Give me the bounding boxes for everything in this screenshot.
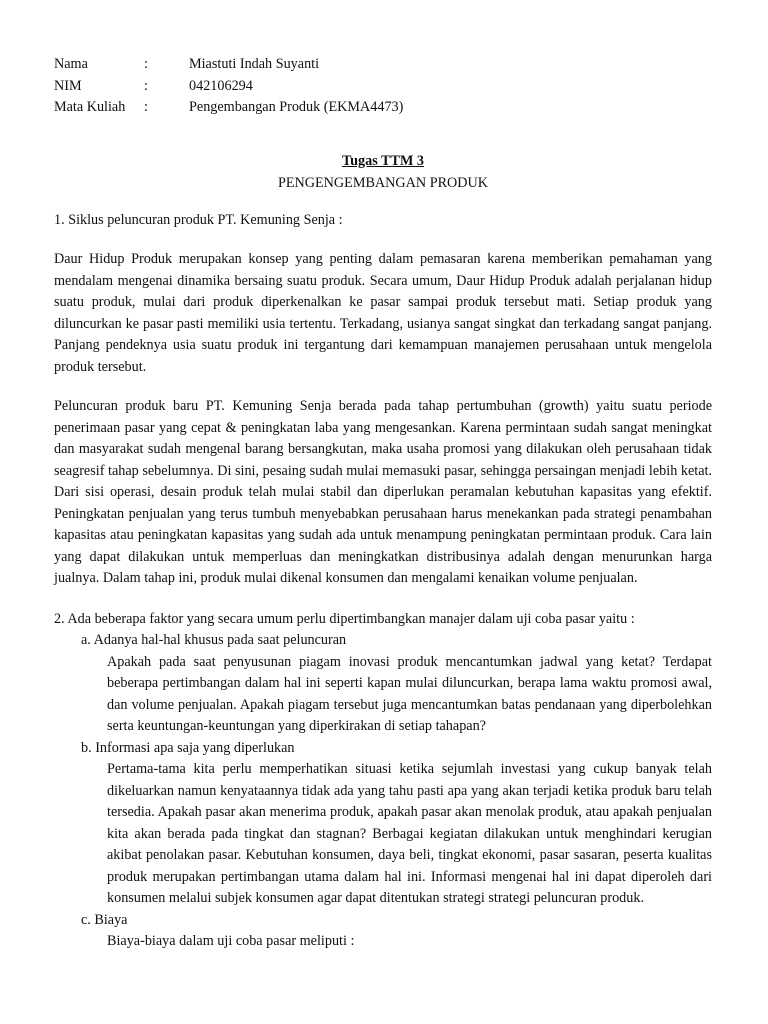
name-separator: : [144, 56, 148, 72]
item-b-text: Pertama-tama kita perlu memperhatikan situasi ketika sejumlah investasi yang cukup banyak telah dikeluarkan namun kenyataannya tidak ada yang tahu pasti apa yang akan terjadi ketika produk baru telah tersedia. Apakah pasar akan menerima produk, apakah pasar akan menolak produk, atau apakah penjualan kita akan berada pada tingkat dan stagnan? Berbagai kegiatan dilakukan untuk menghindari kerugian akibat penolakan pasar. Kebutuhan konsumen, daya beli, tingkat ekonomi, pasar sasaran, peserta kualitas produk merupakan pertimbangan utama dalam hal ini. Informasi mengenai hal ini dapat diperoleh dari konsumen melalui subjek konsumen agar dapat ditentukan strategi strategi peluncuran produk. [107, 761, 712, 906]
title-block [54, 151, 712, 195]
paragraph-2: Peluncuran produk baru PT. Kemuning Senja berada pada tahap pertumbuhan (growth) yaitu suatu periode penerimaan pasar yang cepat & peningkatan laba yang mengesankan. Karena permintaan sudah sangat meningkat dan masyarakat sudah mengenal barang bersangkutan, maka usaha promosi yang dilakukan oleh perusahaan tidak seagresif tahap sebelumnya. Di sini, pesaing sudah mulai memasuki pasar, sehingga persaingan menjadi lebih ketat. Dari sisi operasi, desain produk telah mulai stabil dan diperlukan peramalan kebutuhan kapasitas yang efektif. Peningkatan penjualan yang terus tumbuh menyebabkan perusahaan harus menekankan pada strategi penambahan kapasitas atau peningkatan kapasitas yang sudah ada untuk menampung peningkatan permintaan produk. Cara lain yang dapat dilakukan untuk memperluas dan meningkatkan distribusinya adalah dengan menurunkan harga jualnya. Dalam tahap ini, produk mulai dikenal konsumen dan mengalami kenaikan volume penjualan. [54, 398, 712, 586]
item-c-text: Biaya-biaya dalam uji coba pasar meliputi : [107, 933, 355, 949]
item-a-heading: a. Adanya hal-hal khusus pada saat peluncuran [81, 632, 347, 648]
item-b-heading: b. Informasi apa saja yang diperlukan [81, 739, 295, 756]
nim-value: 042106294 [189, 77, 253, 94]
identity-table [54, 54, 712, 119]
question-1: 1. Siklus peluncuran produk PT. Kemuning Senja : [54, 211, 343, 228]
course-separator: : [144, 99, 148, 115]
document-subtitle: PENGENGEMBANGAN PRODUK [277, 175, 489, 191]
document-title: Tugas TTM 3 [341, 152, 424, 169]
question-2: 2. Ada beberapa faktor yang secara umum perlu dipertimbangkan manajer dalam uji coba pasar yaitu : [54, 610, 635, 627]
nim-separator: : [144, 77, 148, 94]
course-label: Mata Kuliah [54, 99, 126, 115]
item-c-heading: c. Biaya [81, 911, 128, 928]
paragraph-1: Daur Hidup Produk merupakan konsep yang penting dalam pemasaran karena memberikan pemahaman yang mendalam mengenai dinamika bersaing suatu produk. Secara umum, Daur Hidup Produk adalah perjalanan hidup suatu produk, mulai dari produk diperkenalkan ke pasar sampai produk tersebut mati. Setiap produk yang diluncurkan ke pasar pasti memiliki usia tertentu. Terkadang, usianya sangat singkat dan terkadang sangat panjang. Panjang pendeknya usia suatu produk ini tergantung dari kemampuan manajemen perusahaan untuk mengelola produk tersebut. [54, 251, 712, 375]
course-value: Pengembangan Produk (EKMA4473) [189, 99, 404, 115]
name-value: Miastuti Indah Suyanti [189, 56, 320, 72]
item-a-text: Apakah pada saat penyusunan piagam inovasi produk mencantumkan jadwal yang ketat? Terdapat beberapa pertimbangan dalam hal ini seperti kapan mulai diluncurkan, berapa lama waktu promosi awal, dan volume penjualan. Apakah piagam tersebut juga mencantumkan batas pendanaan yang diperbolehkan serta keuntungan-keuntungan yang diperkirakan di setiap tahapan? [107, 653, 712, 734]
name-label: Nama [54, 56, 88, 72]
nim-label: NIM [54, 77, 82, 94]
